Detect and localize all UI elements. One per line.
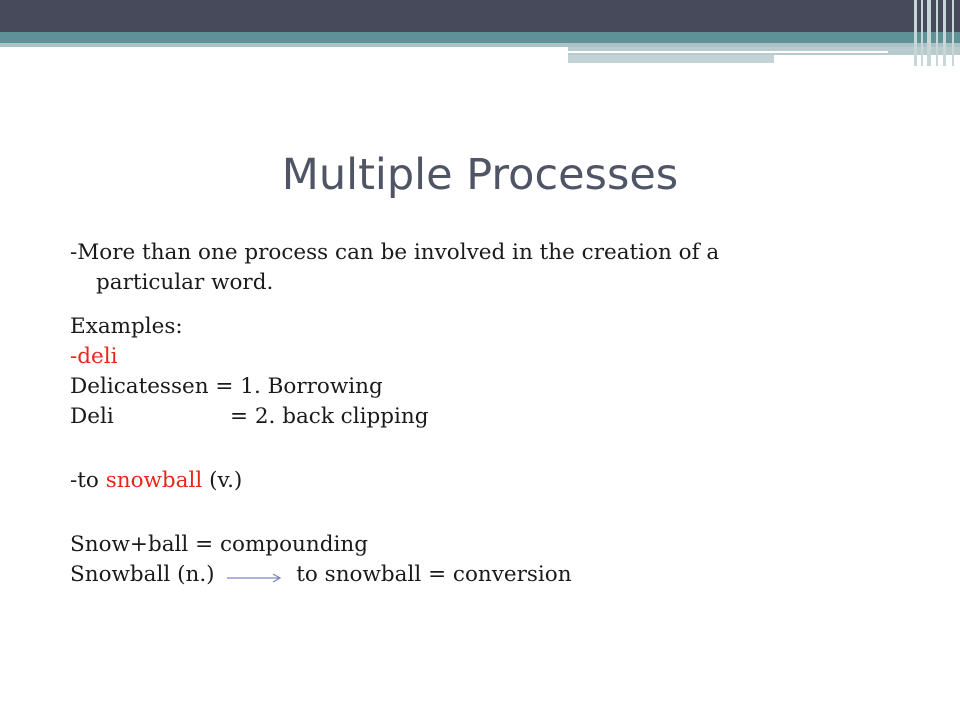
examples-label: Examples:	[70, 314, 183, 339]
spacer	[70, 432, 870, 466]
header-stripe-white	[568, 51, 888, 53]
header-corner-lines	[912, 0, 960, 66]
spacer	[70, 298, 870, 312]
deli-heading: -deli	[70, 344, 118, 369]
deli-row-2-process: = 2. back clipping	[230, 404, 429, 429]
conversion-from: Snowball (n.)	[70, 562, 215, 587]
intro-line-2: particular word.	[96, 270, 274, 295]
header-bar	[0, 0, 960, 32]
deli-row-2	[70, 402, 870, 432]
snowball-word: snowball	[105, 468, 203, 493]
snowball-prefix: -to	[70, 468, 106, 493]
conversion-line	[70, 560, 870, 590]
snowball-suffix: (v.)	[202, 468, 243, 493]
intro-line-1: -More than one process can be involved in the creation of a	[70, 240, 720, 265]
compound-line: Snow+ball = compounding	[70, 532, 368, 557]
deli-row-1	[70, 372, 870, 402]
deli-row-1-process: = 1. Borrowing	[215, 374, 383, 399]
slide-title: Multiple Processes	[281, 150, 679, 200]
deli-row-2-term: Deli	[70, 404, 114, 429]
header-stripe-teal	[0, 32, 960, 43]
right-arrow-icon	[225, 569, 285, 583]
conversion-to: to snowball = conversion	[296, 562, 572, 587]
slide-body	[70, 238, 870, 590]
spacer	[70, 496, 870, 530]
header-stripe-gray-lower	[568, 55, 774, 63]
snowball-heading	[70, 466, 870, 496]
deli-row-1-term: Delicatessen	[70, 374, 209, 399]
